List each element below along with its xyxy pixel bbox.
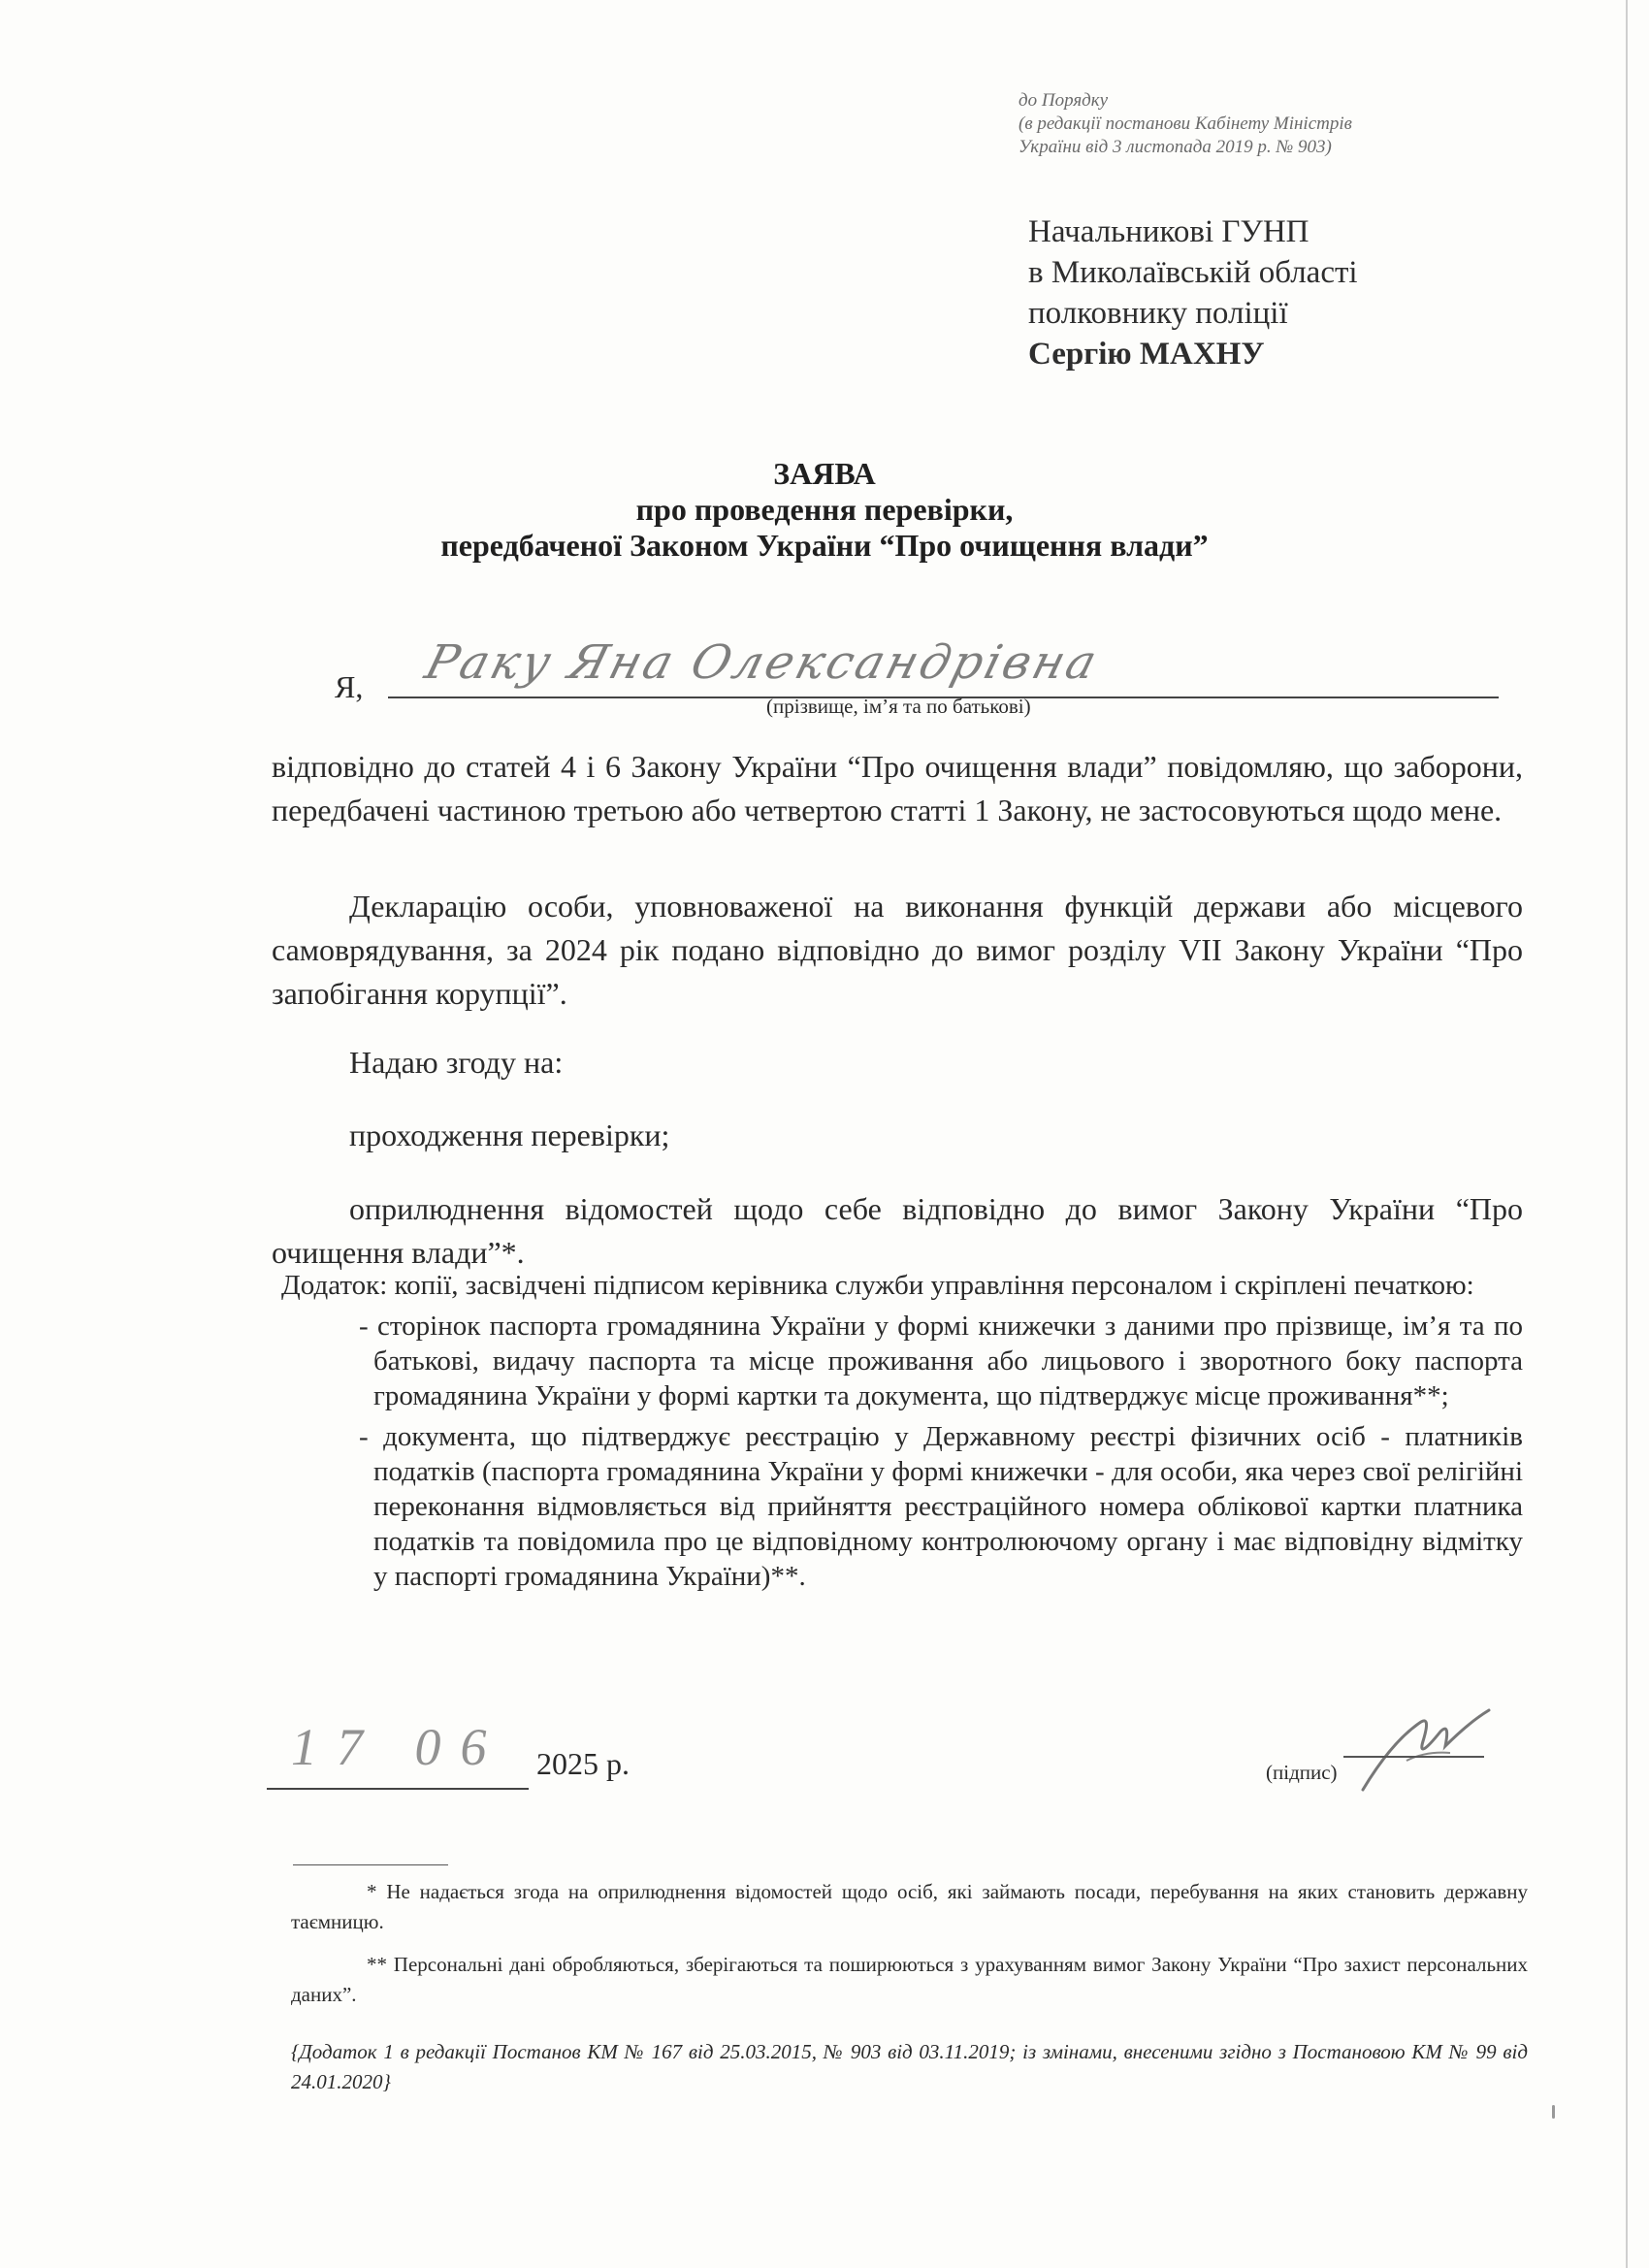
page-edge: [1626, 0, 1628, 2268]
appendix-note: [1018, 89, 1352, 159]
attachment-item: - документа, що підтверджує реєстрацію у Державному реєстрі фізичних осіб - платників податків (паспорта громадянина України у формі книжечки - для особи, яка через свої релігійні переконання відмовляється від прийняття реєстраційного номера облікової картки платника податків та повідомила про це відповідному контролюючому органу і має відповідну відмітку у паспорті громадянина України)**.: [359, 1421, 1523, 1592]
body-paragraph-4: проходження перевірки;: [349, 1118, 670, 1152]
title-line: ЗАЯВА: [773, 456, 876, 491]
attachment-block: [281, 1268, 1523, 1594]
title-line: про проведення перевірки,: [635, 492, 1014, 527]
handwritten-name: Раку Яна Олександрівна: [419, 635, 1106, 690]
scan-speck: [1552, 2105, 1555, 2119]
declarant-prefix: Я,: [335, 669, 364, 704]
addressee-name: Сергію МАХНУ: [1028, 337, 1265, 372]
footnote-2: ** Персональні дані обробляються, зберігаються та поширюються з урахуванням вимог Закону України “Про захист персональних даних”.: [291, 1953, 1528, 2006]
addressee-line: полковнику поліції: [1028, 296, 1288, 331]
appendix-line: України від 3 листопада 2019 р. № 903): [1018, 137, 1332, 157]
handwritten-date: 17 06: [291, 1718, 506, 1776]
body-paragraph-3: Надаю згоду на:: [349, 1045, 564, 1080]
signature-underline: [1343, 1756, 1484, 1758]
appendix-line: (в редакції постанови Кабінету Міністрів: [1018, 113, 1352, 134]
appendix-line: до Порядку: [1018, 90, 1109, 111]
signature-caption: (підпис): [1266, 1761, 1338, 1784]
addressee-block: [1028, 211, 1358, 374]
date-underline: [267, 1788, 529, 1790]
document-title: [0, 456, 1649, 564]
footnote-separator: [293, 1864, 448, 1865]
body-paragraph-5: оприлюднення відомостей щодо себе відповідно до вимог Закону України “Про очищення влади”*.: [272, 1191, 1523, 1270]
signature-mark: [1353, 1702, 1499, 1799]
attachment-label: Додаток: копії, засвідчені підписом керівника служби управління персоналом і скріплені печаткою:: [281, 1270, 1474, 1301]
addressee-line: в Миколаївській області: [1028, 255, 1358, 290]
title-line: передбаченої Законом України “Про очищення влади”: [440, 528, 1209, 563]
name-caption: (прізвище, ім’я та по батькові): [766, 695, 1031, 718]
date-year: 2025 р.: [536, 1746, 630, 1781]
footnote-1: * Не надається згода на оприлюднення відомостей щодо осіб, які займають посади, перебування на яких становить державну таємницю.: [291, 1880, 1528, 1933]
body-paragraph-1: відповідно до статей 4 і 6 Закону України “Про очищення влади” повідомляю, що заборони, передбачені частиною третьою або четвертою статті 1 Закону, не застосовуються щодо мене.: [272, 749, 1523, 827]
body-paragraph-2: Декларацію особи, уповноваженої на виконання функцій держави або місцевого самоврядування, за 2024 рік подано відповідно до вимог розділу VII Закону України “Про запобігання корупції”.: [272, 889, 1523, 1011]
addressee-line: Начальникові ГУНП: [1028, 214, 1310, 249]
footnote-3: {Додаток 1 в редакції Постанов КМ № 167 від 25.03.2015, № 903 від 03.11.2019; із змінами, внесеними згідно з Постановою КМ № 99 від 24.01.2020}: [291, 2040, 1528, 2093]
attachment-item: - сторінок паспорта громадянина України у формі книжечки з даними про прізвище, ім’я та по батькові, видачу паспорта та місце проживання або лицьового і зворотного боку паспорта громадянина України у формі картки та документа, що підтверджує місце проживання**;: [359, 1311, 1523, 1411]
